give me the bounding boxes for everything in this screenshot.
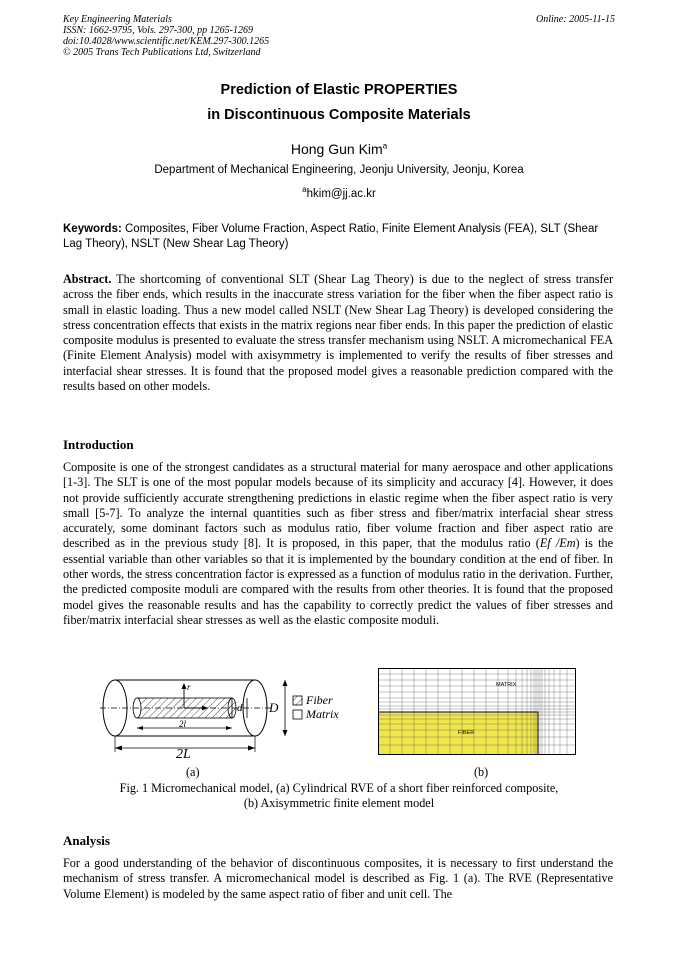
online-date: Online: 2005-11-15 xyxy=(536,14,615,25)
label-d: d xyxy=(237,702,243,714)
intro-text-b: ) is the essential variable than other variables so that it is implemented by the boundary condition at the end of fiber. In other words, the stress concentration factor is expressed as a function of modulus ratio in the derivation. Further, the predicted composite moduli are compared with the results from other theories. It is found that the proposed model gives the reasonable results and has the capability to correctly predict the values of fiber stresses and fiber/matrix interfacial shear stresses as well as the elastic composite moduli. xyxy=(63,536,613,627)
journal-name: Key Engineering Materials xyxy=(63,14,172,25)
figure-caption-line-1: Fig. 1 Micromechanical model, (a) Cylindrical RVE of a short fiber reinforced composite, xyxy=(119,781,559,795)
modulus-ratio: Ef /Em xyxy=(539,536,576,551)
title-line-2: in Discontinuous Composite Materials xyxy=(207,107,471,123)
intro-paragraph xyxy=(63,460,613,628)
analysis-paragraph: For a good understanding of the behavior of discontinuous composites, it is necessary to first understand the mechanism of stress transfer. A micromechanical model is described as Fig. 1 (a). The RVE (Representative Volume Element) is modeled by the same aspect ratio of fiber and unit cell. The xyxy=(63,856,613,901)
legend-fiber-label: Fiber xyxy=(306,693,333,707)
figure-rve-diagram xyxy=(95,672,350,760)
author-name: Hong Gun Kim xyxy=(290,141,383,157)
issn: ISSN: 1662-9795, Vols. 297-300, pp 1265-1269 xyxy=(63,25,253,36)
label-D: D xyxy=(269,700,279,715)
fe-matrix-label: MATRIX xyxy=(496,682,517,688)
label-r: r xyxy=(187,682,191,692)
copyright: © 2005 Trans Tech Publications Ltd, Switzerland xyxy=(63,47,261,58)
label-2l: 2l xyxy=(179,719,187,729)
label-2L: 2L xyxy=(176,747,191,760)
figure-caption-line-2: (b) Axisymmetric finite element model xyxy=(243,796,435,810)
dim-2l-right-arrow xyxy=(226,726,232,730)
keywords-text: Composites, Fiber Volume Fraction, Aspect Ratio, Finite Element Analysis (FEA), SLT (Shear Lag Theory), NSLT (New Shear Lag Theory) xyxy=(63,223,599,250)
dim-2L-left-arrow xyxy=(115,746,122,751)
subfig-b-label: (b) xyxy=(474,765,489,779)
dim-2l-left-arrow xyxy=(137,726,143,730)
email-address: hkim@jj.ac.kr xyxy=(306,187,376,200)
fe-fiber-label: FIBER xyxy=(458,730,475,736)
intro-text-a: Composite is one of the strongest candidates as a structural material for many aerospace and other applications [1-3]. The SLT is one of the most popular models because of its simplicity and accuracy [4]. However, it does not provide sufficiently accurate strengthening predictions in elastic regime when the fiber aspect ratio is very small [5-7]. To analyze the internal quantities such as fiber stress and fiber/matrix interfacial shear stress accurately, some dominant factors such as modulus ratio, fiber volume fraction and fiber aspect ratio are described as in the previous study [8]. It is proposed, in this paper, that the modulus ratio ( xyxy=(63,460,613,551)
intro-heading: Introduction xyxy=(63,437,134,452)
keywords xyxy=(63,222,615,251)
email xyxy=(0,185,678,200)
author xyxy=(0,141,678,157)
figure-fe-mesh xyxy=(378,668,576,755)
abstract-text: The shortcoming of conventional SLT (Shear Lag Theory) is due to the neglect of stress transfer across the fiber ends, which results in the inaccurate stress variation for the fiber when the fiber aspect ratio is small in elastic loading. Thus a new model called NSLT (New Shear Lag Theory) is developed considering the stress concentration effects that exists in the matrix regions near fiber ends. In this paper the prediction of elastic composite modulus is presented to evaluate the stress transfer mechanism using NSLT. A micromechanical FEA (Finite Element Analysis) model with axisymmetry is implemented to verify the results of fiber stresses and interfacial shear stresses. It is found that the proposed model gives a reasonable prediction compared with the results based on other models. xyxy=(63,272,613,394)
email-sup: a xyxy=(302,185,307,194)
analysis-heading: Analysis xyxy=(63,833,110,848)
keywords-label: Keywords: xyxy=(63,223,122,235)
abstract-label: Abstract. xyxy=(63,272,112,286)
doi: doi:10.4028/www.scientific.net/KEM.297-300.1265 xyxy=(63,36,270,47)
r-arrowhead xyxy=(182,683,187,689)
abstract xyxy=(63,272,613,394)
dim-D-top-arrow xyxy=(283,680,288,686)
legend-fiber-swatch xyxy=(293,696,302,705)
title-line-1: Prediction of Elastic PROPERTIES xyxy=(220,82,458,98)
journal-header xyxy=(63,14,269,58)
legend-matrix-swatch xyxy=(293,710,302,719)
dim-2L-right-arrow xyxy=(248,746,255,751)
affiliation: Department of Mechanical Engineering, Jeonju University, Jeonju, Korea xyxy=(154,164,524,176)
author-sup: a xyxy=(382,141,388,151)
legend-matrix-label: Matrix xyxy=(306,707,339,721)
dim-D-bottom-arrow xyxy=(283,730,288,736)
subfig-a-label: (a) xyxy=(186,765,200,779)
